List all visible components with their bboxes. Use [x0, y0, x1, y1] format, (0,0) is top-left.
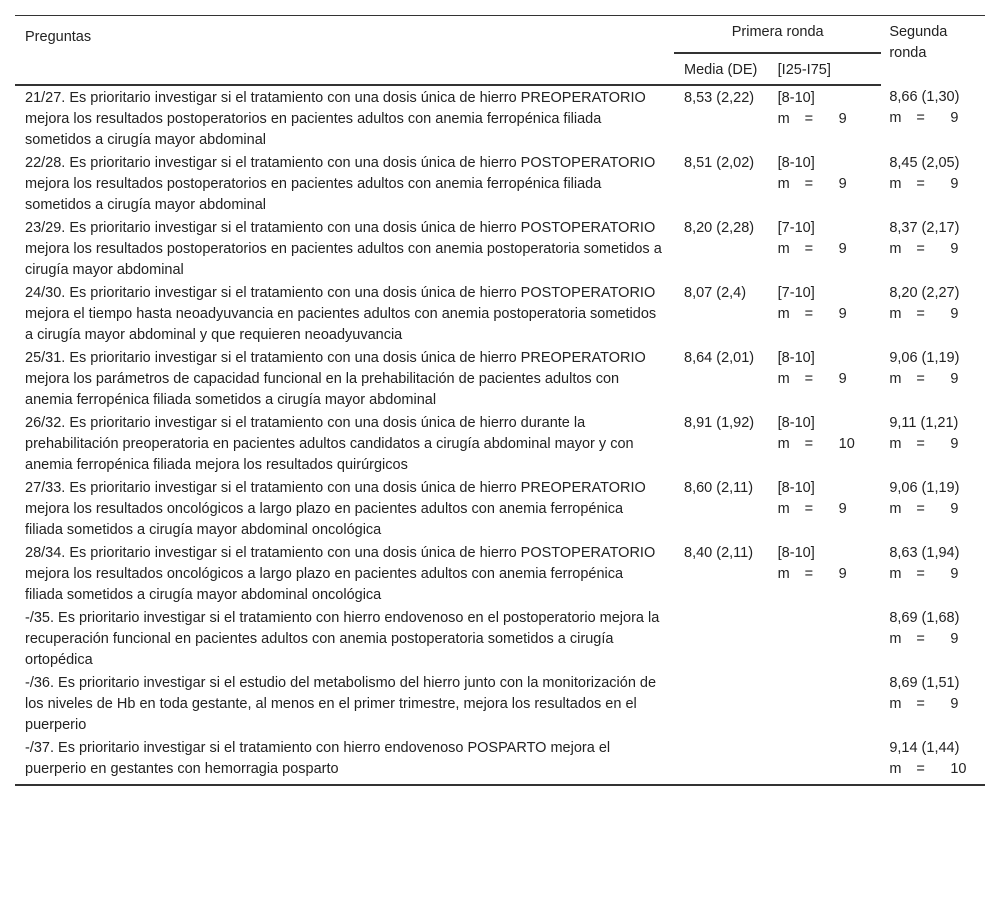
second-round-value: 8,66 (1,30)	[889, 89, 960, 105]
median-label: m	[889, 631, 902, 647]
second-round-cell	[881, 217, 985, 282]
median-eq: =	[804, 306, 814, 322]
mean-cell: 8,40 (2,11)	[684, 545, 754, 561]
median-eq: =	[804, 566, 814, 582]
median-label: m	[777, 371, 790, 387]
results-table-container	[15, 15, 985, 786]
second-round-cell	[881, 477, 985, 542]
iqr-value: [7-10]	[777, 285, 815, 301]
second-round-cell	[881, 152, 985, 217]
median-eq: =	[804, 241, 814, 257]
second-round-value: 9,11 (1,21)	[889, 415, 959, 431]
iqr-cell	[778, 542, 882, 607]
median-value: 9	[838, 371, 847, 387]
median-first-round	[778, 564, 882, 585]
median-second-round	[889, 629, 985, 650]
second-round-value: 8,37 (2,17)	[889, 220, 960, 236]
iqr-value: [8-10]	[777, 90, 815, 106]
median-second-round	[889, 304, 985, 325]
median-eq: =	[804, 176, 814, 192]
median-value: 9	[838, 306, 847, 322]
median-eq: =	[916, 306, 925, 322]
median-eq: =	[916, 761, 925, 777]
question-cell: 28/34. Es prioritario investigar si el tratamiento con una dosis única de hierro POSTOPERATORIO mejora los resultados oncológicos a largo plazo en pacientes adultos con anemia ferropénica filiada sometidos a cirugía mayor abdominal oncológica	[25, 545, 656, 603]
iqr-value: [8-10]	[777, 350, 815, 366]
iqr-value: [8-10]	[777, 480, 815, 496]
second-round-value: 9,14 (1,44)	[889, 740, 960, 756]
table-row	[15, 607, 985, 672]
table-row	[15, 85, 985, 152]
table-row	[15, 542, 985, 607]
median-value: 9	[950, 631, 959, 647]
iqr-cell	[778, 412, 882, 477]
second-round-cell	[881, 347, 985, 412]
mean-cell	[674, 737, 778, 785]
median-value: 9	[950, 176, 959, 192]
table-row	[15, 347, 985, 412]
median-eq: =	[804, 436, 814, 452]
median-first-round	[778, 174, 882, 195]
median-eq: =	[916, 241, 925, 257]
mean-cell: 8,20 (2,28)	[684, 220, 755, 236]
iqr-cell	[778, 347, 882, 412]
median-label: m	[889, 306, 902, 322]
median-eq: =	[804, 371, 814, 387]
median-value: 9	[838, 566, 847, 582]
second-round-value: 8,63 (1,94)	[889, 545, 960, 561]
iqr-cell	[778, 152, 882, 217]
iqr-value: [8-10]	[777, 545, 815, 561]
header-segunda-ronda: Segunda ronda	[889, 24, 948, 61]
median-label: m	[889, 176, 902, 192]
iqr-cell	[778, 477, 882, 542]
median-eq: =	[916, 696, 925, 712]
second-round-value: 8,69 (1,51)	[889, 675, 960, 691]
median-value: 9	[950, 696, 959, 712]
table-row	[15, 477, 985, 542]
median-value: 10	[838, 436, 855, 452]
table-row	[15, 412, 985, 477]
median-label: m	[777, 111, 790, 127]
median-label: m	[889, 110, 902, 126]
median-second-round	[889, 369, 985, 390]
median-eq: =	[916, 501, 925, 517]
mean-cell: 8,60 (2,11)	[684, 480, 754, 496]
iqr-value: [7-10]	[777, 220, 815, 236]
median-value: 9	[838, 176, 847, 192]
mean-cell	[674, 607, 778, 672]
table-row	[15, 737, 985, 785]
median-second-round	[889, 759, 985, 780]
mean-cell: 8,53 (2,22)	[684, 90, 755, 106]
median-label: m	[889, 566, 902, 582]
median-label: m	[889, 371, 902, 387]
median-label: m	[889, 761, 902, 777]
question-cell: 21/27. Es prioritario investigar si el tratamiento con una dosis única de hierro PREOPERATORIO mejora los resultados postoperatorios en pacientes adultos con anemia ferropénica filiada sometidos a cirugía mayor abdominal	[25, 90, 646, 148]
mean-cell: 8,51 (2,02)	[684, 155, 755, 171]
median-eq: =	[916, 176, 925, 192]
question-cell: 25/31. Es prioritario investigar si el tratamiento con una dosis única de hierro PREOPERATORIO mejora los parámetros de capacidad funcional en la prehabilitación de pacientes adultos con anemia ferropénica filiada sometidos a cirugía mayor abdominal	[25, 350, 646, 408]
second-round-cell	[881, 672, 985, 737]
median-first-round	[778, 304, 882, 325]
median-eq: =	[804, 501, 814, 517]
median-value: 10	[950, 761, 967, 777]
median-first-round	[778, 109, 882, 130]
second-round-cell	[881, 412, 985, 477]
iqr-cell	[778, 282, 882, 347]
median-label: m	[889, 436, 902, 452]
median-label: m	[889, 696, 902, 712]
median-eq: =	[916, 371, 925, 387]
median-value: 9	[950, 371, 959, 387]
iqr-cell	[778, 737, 882, 785]
table-row	[15, 217, 985, 282]
question-cell: 24/30. Es prioritario investigar si el tratamiento con una dosis única de hierro POSTOPERATORIO mejora el tiempo hasta neoadyuvancia en pacientes adultos con anemia postoperatoria sometidos a cirugía mayor abdominal y que requieren neoadyuvancia	[25, 285, 657, 343]
median-eq: =	[916, 631, 925, 647]
median-label: m	[777, 306, 790, 322]
mean-cell: 8,64 (2,01)	[684, 350, 755, 366]
second-round-cell	[881, 85, 985, 152]
second-round-value: 8,20 (2,27)	[889, 285, 960, 301]
header-iqr: [I25-I75]	[778, 53, 882, 85]
median-value: 9	[950, 241, 959, 257]
median-second-round	[889, 499, 985, 520]
table-row	[15, 152, 985, 217]
iqr-cell	[778, 85, 882, 152]
median-value: 9	[838, 501, 847, 517]
second-round-value: 8,69 (1,68)	[889, 610, 960, 626]
median-label: m	[777, 436, 790, 452]
median-label: m	[889, 501, 902, 517]
median-value: 9	[950, 110, 959, 126]
question-cell: 27/33. Es prioritario investigar si el tratamiento con una dosis única de hierro PREOPERATORIO mejora los resultados oncológicos a largo plazo en pacientes adultos con anemia ferropénica filiada sometidos a cirugía mayor abdominal oncológica	[25, 480, 646, 538]
second-round-value: 9,06 (1,19)	[889, 350, 960, 366]
second-round-cell	[881, 282, 985, 347]
median-value: 9	[950, 436, 959, 452]
median-eq: =	[916, 436, 925, 452]
median-label: m	[777, 566, 790, 582]
iqr-cell	[778, 672, 882, 737]
header-preguntas: Preguntas	[15, 27, 674, 59]
median-label: m	[777, 501, 790, 517]
median-first-round	[778, 499, 882, 520]
question-cell: 22/28. Es prioritario investigar si el tratamiento con una dosis única de hierro POSTOPERATORIO mejora los resultados postoperatorios en pacientes adultos con anemia ferropénica filiada sometidos a cirugía mayor abdominal	[25, 155, 656, 213]
iqr-value: [8-10]	[777, 415, 815, 431]
second-round-cell	[881, 737, 985, 785]
median-eq: =	[916, 566, 925, 582]
question-cell: -/35. Es prioritario investigar si el tratamiento con hierro endovenoso en el postoperatorio mejora la recuperación funcional en pacientes adultos con anemia postoperatoria sometidos a cirugía ortopédica	[25, 610, 660, 668]
median-second-round	[889, 108, 985, 129]
iqr-cell	[778, 607, 882, 672]
median-value: 9	[838, 111, 847, 127]
header-media: Media (DE)	[674, 53, 778, 85]
median-label: m	[889, 241, 902, 257]
mean-cell: 8,07 (2,4)	[684, 285, 747, 301]
iqr-value: [8-10]	[777, 155, 815, 171]
median-second-round	[889, 694, 985, 715]
median-first-round	[778, 369, 882, 390]
median-first-round	[778, 434, 882, 455]
median-second-round	[889, 239, 985, 260]
median-eq: =	[916, 110, 925, 126]
second-round-value: 9,06 (1,19)	[889, 480, 960, 496]
median-value: 9	[950, 501, 959, 517]
question-cell: 26/32. Es prioritario investigar si el tratamiento con una dosis única de hierro durante la prehabilitación preoperatoria en pacientes adultos candidatos a cirugía abdominal mayor y con anemia ferropénica filiada mejora los resultados quirúrgicos	[25, 415, 634, 473]
second-round-cell	[881, 607, 985, 672]
iqr-cell	[778, 217, 882, 282]
median-value: 9	[838, 241, 847, 257]
median-label: m	[777, 176, 790, 192]
median-first-round	[778, 239, 882, 260]
mean-cell: 8,91 (1,92)	[684, 415, 755, 431]
median-second-round	[889, 174, 985, 195]
table-row	[15, 282, 985, 347]
median-value: 9	[950, 566, 959, 582]
table-row	[15, 672, 985, 737]
median-second-round	[889, 434, 985, 455]
second-round-cell	[881, 542, 985, 607]
median-value: 9	[950, 306, 959, 322]
header-primera-ronda: Primera ronda	[674, 16, 881, 54]
question-cell: 23/29. Es prioritario investigar si el tratamiento con una dosis única de hierro POSTOPERATORIO mejora los resultados postoperatorios en pacientes adultos con anemia postoperatoria sometidos a cirugía mayor abdominal	[25, 220, 662, 278]
mean-cell	[674, 672, 778, 737]
second-round-value: 8,45 (2,05)	[889, 155, 960, 171]
median-eq: =	[804, 111, 814, 127]
median-label: m	[777, 241, 790, 257]
question-cell: -/36. Es prioritario investigar si el estudio del metabolismo del hierro junto con la monitorización de los niveles de Hb en toda gestante, al menos en el primer trimestre, mejora los resultados en el puerperio	[25, 675, 657, 733]
median-second-round	[889, 564, 985, 585]
results-table	[15, 15, 985, 786]
question-cell: -/37. Es prioritario investigar si el tratamiento con hierro endovenoso POSPARTO mejora el puerperio en gestantes con hemorragia posparto	[15, 737, 674, 785]
